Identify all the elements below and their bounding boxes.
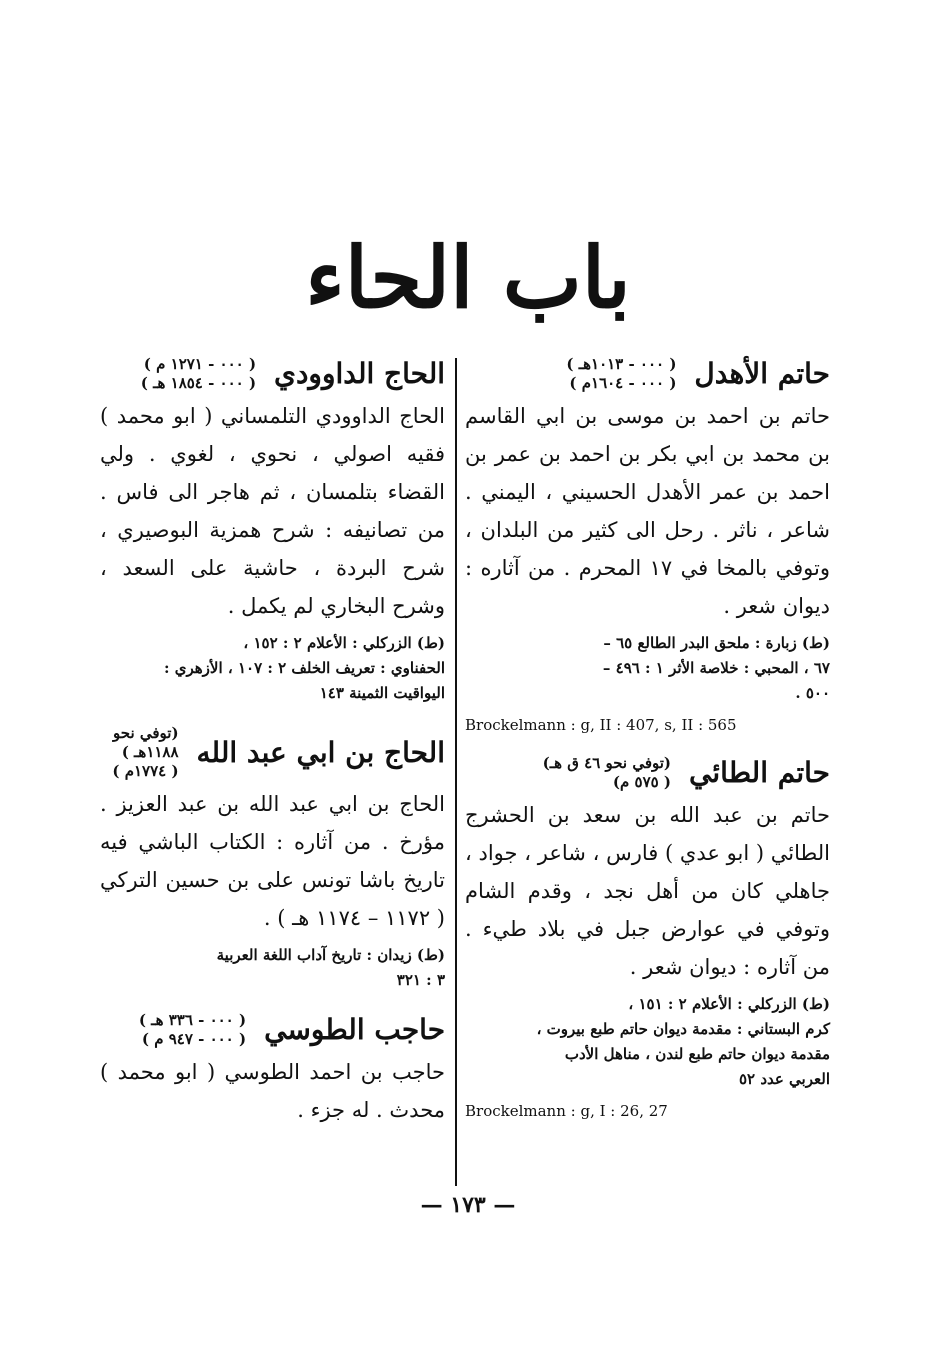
left-column [100,355,445,1147]
entry-body: حاتم بن عبد الله بن سعد بن الحشرج الطائي ( ابو عدي ) فارس ، شاعر ، جواد ، جاهلي كان من أهل نجد ، وقدم الشام وتوفي في عوارض جبل في بلاد طيء . من آثاره : ديوان شعر . [465,803,830,979]
entry-references: (ط) زيدان : تاريخ آداب اللغة العربية ٣ : ٣٢١ [216,946,445,989]
column-divider [455,358,457,1186]
entry-date-gregorian: ( ١٧٧٤م ) [112,762,179,780]
entry-hatim-al-tai [465,754,830,1122]
entry-date-hijri: ( ٠٠٠ - ١٠١٣هـ ) [566,355,677,373]
entry-date-gregorian: ( ٥٧٥ م) [612,773,672,791]
entry-name: حاتم الطائي [689,756,830,789]
entry-dates [543,754,671,792]
entry-references: (ط) الزركلي : الأعلام ٢ : ١٥٢ ، الحفناوي : تعريف الخلف ٢ : ١٠٧ ، الأزهري : اليواقيت الثمينة ١٤٣ [164,634,445,702]
entry-name: الحاج الداوودي [274,357,445,390]
entry-name: حاتم الأهدل [694,357,830,390]
entry-body: الحاج بن ابي عبد الله بن عبد العزيز . مؤرخ . من آثاره : الكتاب الباشي فيه تاريخ باشا تونس على بن حسين التركي ( ١١٧٢ – ١١٧٤ هـ ) . [100,792,445,930]
entry-references: (ط) الزركلي : الأعلام ٢ : ١٥١ ، كرم البستاني : مقدمة ديوان حاتم طبع بيروت ، مقدمة ديوان حاتم طبع لندن ، مناهل الأدب العربي عدد ٥٢ [536,995,830,1088]
entry-date-hijri: (توفي نحو ١١٨٨هـ ) [113,724,179,761]
entry-hatim-al-ahdal [465,355,830,736]
entry-al-hajj-al-dawudi [100,355,445,706]
entry-date-gregorian: ( ٠٠٠ - ١٦٠٤م ) [569,374,677,392]
entry-dates [566,355,676,393]
entry-header [100,1011,445,1049]
entry-date-gregorian: ( ٠٠٠ - ٩٤٧ م ) [141,1030,247,1048]
entry-latin-reference: Brockelmann : g, II : 407, s, II : 565 [465,716,737,734]
right-column [465,355,830,1140]
entry-date-1: ( ٠٠٠ - ١٢٧١ م ) [143,355,257,373]
entry-body: حاتم بن احمد بن موسى بن ابي القاسم بن محمد بن ابي بكر بن احمد بن عمر بن احمد بن عمر الأهدل الحسيني ، اليمني . شاعر ، ناثر . رحل الى كثير من البلدان ، وتوفي بالمخا في ١٧ المحرم . من آثاره : ديوان شعر . [465,404,830,618]
entry-al-hajj-ibn-abi-abdallah [100,724,445,993]
entry-latin-reference: Brockelmann : g, I : 26, 27 [465,1102,668,1120]
entry-references: (ط) زبارة : ملحق البدر الطالع ٦٥ – ٦٧ ، المحبي : خلاصة الأثر ١ : ٤٩٦ – ٥٠٠ . [602,634,830,702]
entry-hajib-al-tusi [100,1011,445,1129]
entry-name: الحاج بن ابي عبد الله [196,735,445,769]
entry-body: حاجب بن احمد الطوسي ( ابو محمد ) محدث . له جزء . [100,1060,445,1122]
entry-header [100,724,445,781]
page-number: — ١٧٣ — [420,1192,516,1218]
entry-header [465,754,830,792]
page-title: باب الحاء [305,228,631,327]
entry-header [465,355,830,393]
entry-header [100,355,445,393]
entry-date-hijri: (توفي نحو ٤٦ ق هـ) [542,754,672,772]
entry-date-hijri: ( ٠٠٠ - ٣٣٦ هـ ) [138,1011,247,1029]
entry-dates [141,355,256,393]
entry-date-2: ( ٠٠٠ - ١٨٥٤ هـ ) [140,374,257,392]
entry-dates [100,724,179,781]
entry-name: حاجب الطوسي [264,1013,445,1046]
entry-body: الحاج الداوودي التلمساني ( ابو محمد ) فقيه اصولي ، نحوي ، لغوي . ولي القضاء بتلمسان ، ثم هاجر الى فاس . من تصانيفه : شرح همزية البوصيري ، شرح البردة ، حاشية على السعد ، وشرح البخاري لم يكمل . [100,404,445,618]
entry-dates [139,1011,246,1049]
